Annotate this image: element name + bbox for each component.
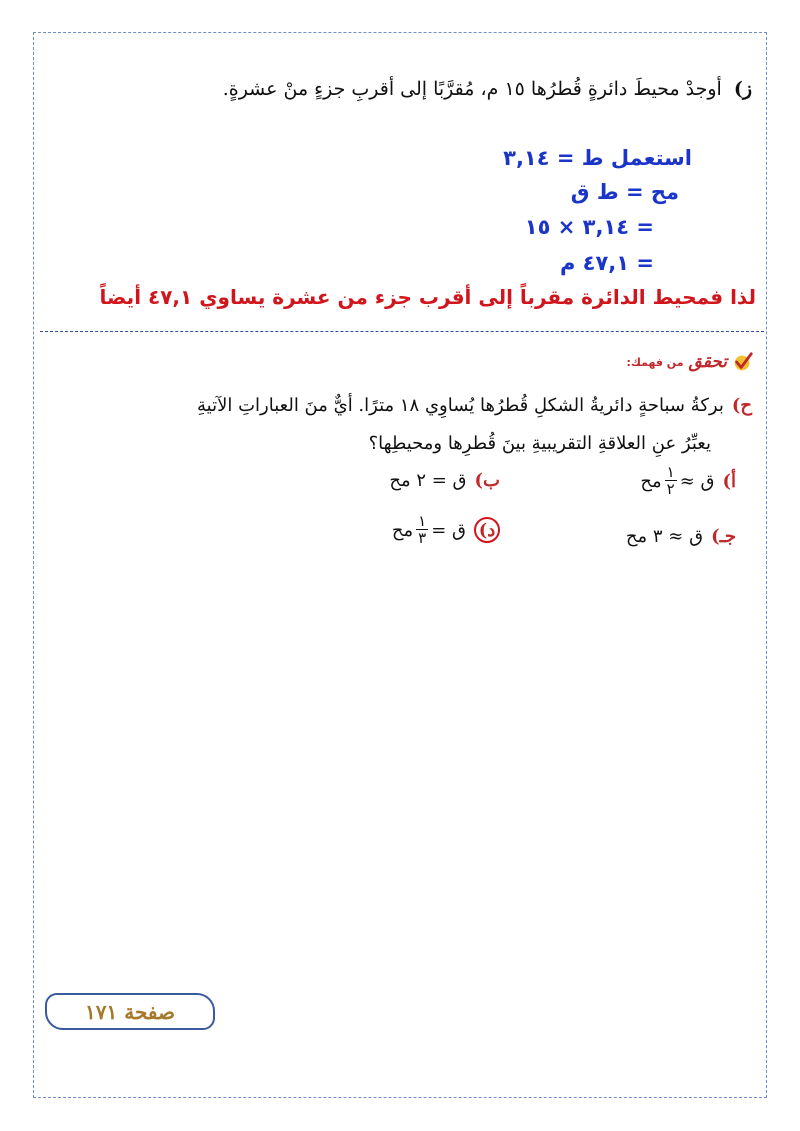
option-b-label: ب) [474, 470, 500, 491]
check-understanding-header [626, 351, 754, 373]
option-b[interactable] [389, 470, 500, 491]
option-a-label: أ) [722, 470, 736, 492]
option-d[interactable] [392, 514, 500, 546]
question-label: ح) [731, 395, 752, 416]
question-line-2: يعبِّرُ عنِ العلاقةِ التقريبيةِ بينَ قُطرِها ومحيطِها؟ [368, 433, 711, 454]
page-number-badge: صفحة ١٧١ [45, 993, 215, 1030]
solution-step-4: = ٤٧,١ م [559, 251, 654, 275]
question-text-1: بركةُ سباحةٍ دائريةُ الشكلِ قُطرُها يُساوِي ١٨ مترًا. أيٌّ منَ العباراتِ الآتيةِ [197, 395, 724, 416]
check-title: تحقق [688, 352, 727, 372]
option-c[interactable] [626, 526, 736, 547]
option-c-text: ق ≈ ٣ مح [625, 526, 704, 547]
option-d-denominator: ٣ [418, 529, 427, 547]
option-b-text: ق = ٢ مح [389, 470, 467, 491]
example-text: أوجدْ محيطَ دائرةٍ قُطرُها ١٥ م، مُقرَّبًا إلى أقربِ جزءٍ منْ عشرةٍ. [222, 78, 722, 100]
question-line-1 [197, 395, 752, 416]
option-d-rhs: مح [391, 519, 414, 541]
solution-step-3: = ٣,١٤ × ١٥ [524, 215, 654, 239]
option-d-lhs: ق = [431, 519, 466, 541]
option-d-label-circled: د) [474, 517, 500, 543]
example-label: ز) [733, 78, 752, 100]
option-a-denominator: ٢ [666, 480, 675, 498]
option-a-numerator: ١ [666, 463, 675, 481]
option-c-label: جـ) [711, 526, 736, 547]
section-divider [40, 331, 764, 332]
check-subtitle: من فهمك: [626, 355, 684, 369]
solution-step-2: مح = ط ق [570, 180, 679, 204]
option-a-lhs: ق ≈ [679, 470, 715, 492]
check-mark-icon [732, 351, 754, 373]
option-a-rhs: مح [640, 470, 662, 492]
solution-step-1: استعمل ط = ٣,١٤ [503, 146, 692, 170]
conclusion-text: لذا فمحيط الدائرة مقرباً إلى أقرب جزء من عشرة يساوي ٤٧,١ أيضاً [99, 285, 756, 309]
option-a[interactable] [640, 465, 736, 497]
example-question [223, 78, 752, 100]
option-d-fraction [416, 514, 428, 546]
option-a-fraction [665, 465, 677, 497]
option-d-numerator: ١ [418, 512, 427, 530]
